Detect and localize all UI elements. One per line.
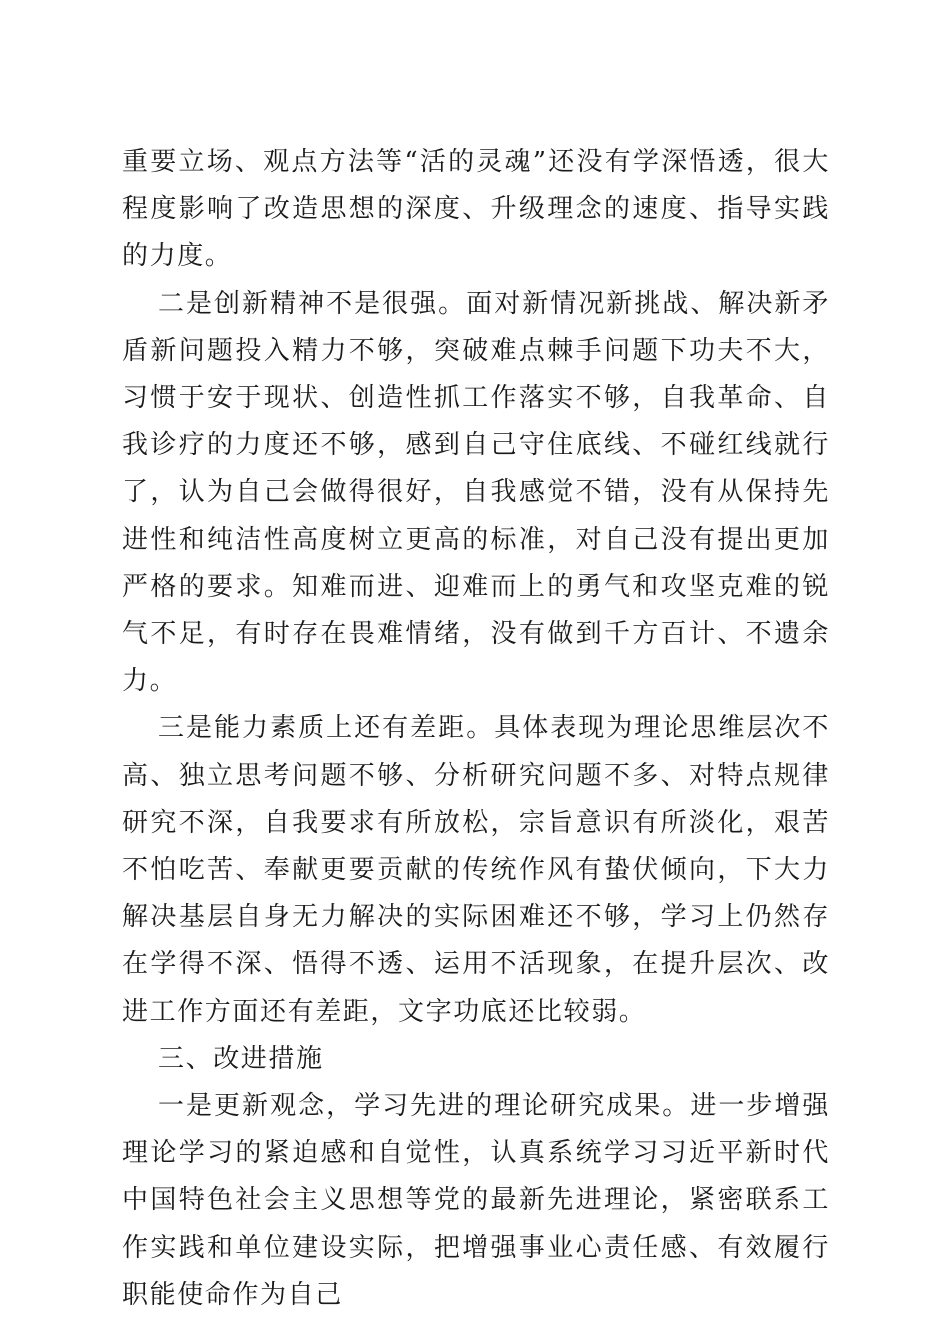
paragraph-body: 进一步增强理论学习的紧迫感和自觉性，认真系统学习习近平新时代中国特色社会主义思想等党的最新先进理论，紧密联系工作实践和单位建设实际，把增强事业心责任感、有效履行职能使命作为自己 — [122, 1091, 830, 1310]
paragraph-body: 重要立场、观点方法等“活的灵魂”还没有学深悟透，很大程度影响了改造思想的深度、升级理念的速度、指导实践的力度。 — [122, 147, 830, 272]
paragraph-lead: 二是创新精神不是很强。 — [158, 288, 467, 319]
document-body — [122, 139, 830, 1319]
paragraph-lead: 一是更新观念，学习先进的理论研究成果。 — [158, 1091, 691, 1122]
paragraph-improvement-1 — [122, 1083, 830, 1319]
paragraph-ability — [122, 705, 830, 1035]
paragraph-lead: 三是能力素质上还有差距。 — [158, 713, 495, 744]
paragraph-continuation — [122, 139, 830, 281]
paragraph-body: 具体表现为理论思维层次不高、独立思考问题不够、分析研究问题不多、对特点规律研究不深，自我要求有所放松，宗旨意识有所淡化，艰苦不怕吃苦、奉献更要贡献的传统作风有蛰伏倾向，下大力解决基层自身无力解决的实际困难还不够，学习上仍然存在学得不深、悟得不透、运用不活现象，在提升层次、改进工作方面还有差距，文字功底还比较弱。 — [122, 713, 831, 1027]
section-heading: 三、改进措施 — [158, 1043, 324, 1074]
paragraph-innovation — [122, 281, 830, 706]
paragraph-body: 面对新情况新挑战、解决新矛盾新问题投入精力不够，突破难点棘手问题下功夫不大，习惯于安于现状、创造性抓工作落实不够，自我革命、自我诊疗的力度还不够，感到自己守住底线、不碰红线就行了，认为自己会做得很好，自我感觉不错，没有从保持先进性和纯洁性高度树立更高的标准，对自己没有提出更加严格的要求。知难而进、迎难而上的勇气和攻坚克难的锐气不足，有时存在畏难情绪，没有做到千方百计、不遗余力。 — [122, 288, 830, 697]
